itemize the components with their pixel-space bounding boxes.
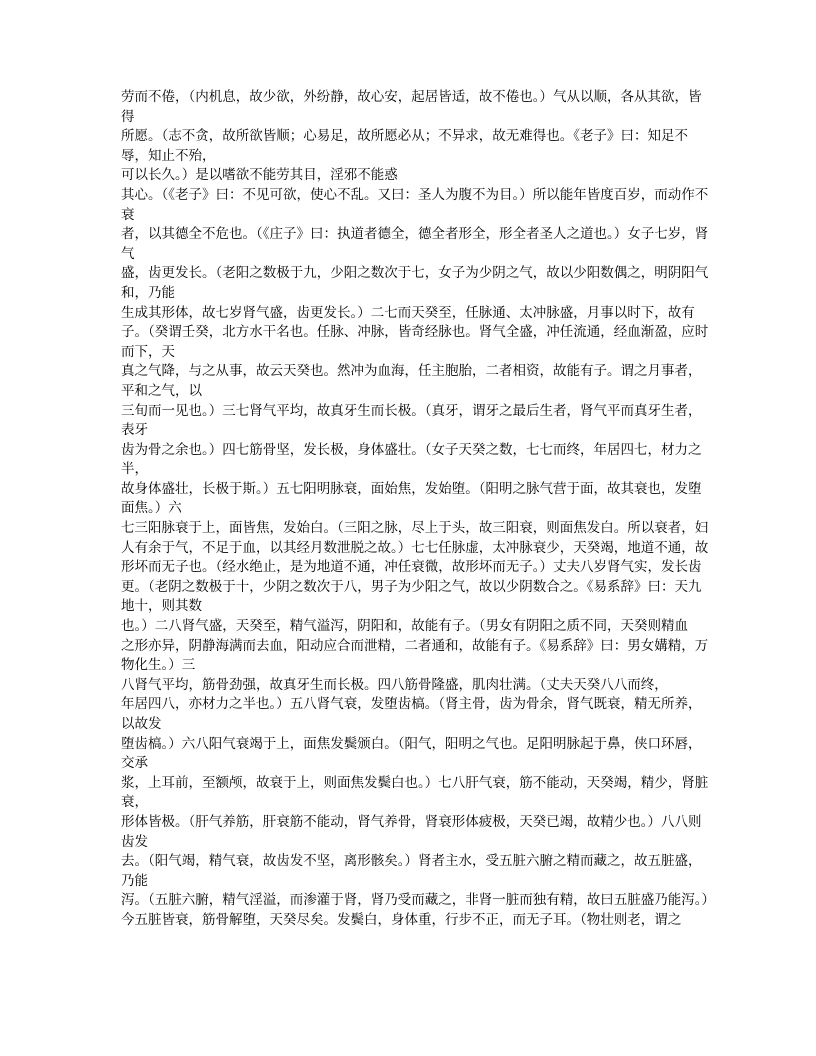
text-line: 八肾气平均，筋骨劲强，故真牙生而长极。四八筋骨隆盛，肌肉壮满。（丈夫天癸八八而终， bbox=[121, 676, 668, 693]
text-line: 盛，齿更发长。（老阳之数极于九，少阳之数次于七，女子为少阴之气，故以少阳数偶之，明阴阳气和，乃能 bbox=[121, 265, 709, 301]
text-line: 其心。（《老子》曰：不见可欲，使心不乱。又曰：圣人为腹不为目。）所以能年皆度百岁，而动作不衰 bbox=[121, 186, 709, 223]
text-line: 之形亦异，阴静海满而去血，阳动应合而泄精，二者通和，故能有子。《易系辞》曰：男女媾精，万物化生。）三 bbox=[121, 637, 709, 674]
text-line: 浆，上耳前，至额颅，故衰于上，则面焦发鬓白也。）七八肝气衰，筋不能动，天癸竭，精少，肾脏衰， bbox=[121, 774, 709, 811]
text-line: 也。）二八肾气盛，天癸至，精气溢泻，阴阳和，故能有子。（男女有阴阳之质不同，天癸则精血 bbox=[121, 618, 688, 635]
text-line: 三旬而一见也。）三七肾气平均，故真牙生而长极。（真牙，谓牙之最后生者，肾气平而真牙生者，表牙 bbox=[121, 402, 702, 439]
text-line: 形体皆极。（肝气养筋，肝衰筋不能动，肾气养骨，肾衰形体疲极，天癸已竭，故精少也。）八八则齿发 bbox=[121, 813, 702, 850]
body-text bbox=[121, 88, 715, 931]
text-line: 齿为骨之余也。）四七筋骨坚，发长极，身体盛壮。（女子天癸之数，七七而终，年居四七，材力之半， bbox=[121, 441, 702, 478]
text-line: 故身体盛壮，长极于斯。）五七阳明脉衰，面始焦，发始堕。（阳明之脉气营于面，故其衰也，发堕面焦。）六 bbox=[121, 480, 702, 517]
text-line: 生成其形体，故七岁肾气盛，齿更发长。）二七而天癸至，任脉通、太冲脉盛，月事以时下，故有子。（癸谓壬癸，北方水干名也。任脉、冲脉，皆奇经脉也。肾气全盛，冲任流通，经血渐盈，应时而下，天 bbox=[121, 304, 709, 360]
text-line: 七三阳脉衰于上，面皆焦，发始白。（三阳之脉，尽上于头，故三阳衰，则面焦发白。所以衰者，妇 bbox=[121, 520, 709, 537]
text-line: 堕齿槁。）六八阳气衰竭于上，面焦发鬓颁白。（阳气，阳明之气也。足阳明脉起于鼻，侠口环唇，交承 bbox=[121, 735, 702, 772]
text-line: 更。（老阴之数极于十，少阴之数次于八，男子为少阳之气，故以少阴数合之。《易系辞》曰：天九地十，则其数 bbox=[121, 578, 702, 615]
text-line: 真之气降，与之从事，故云天癸也。然冲为血海，任主胞胎，二者相资，故能有子。谓之月事者，平和之气，以 bbox=[121, 363, 702, 399]
text-line: 所愿。（志不贪，故所欲皆顺；心易足，故所愿必从；不异求，故无难得也。《老子》曰：知足不辱，知止不殆， bbox=[121, 128, 688, 164]
text-line: 年居四八，亦材力之半也。）五八肾气衰，发堕齿槁。（肾主骨，齿为骨余，肾气既衰，精无所养，以故发 bbox=[121, 696, 702, 732]
text-line: 泻。（五脏六腑，精气淫溢，而渗灌于肾，肾乃受而藏之，非肾一脏而独有精，故曰五脏盛乃能泻。） bbox=[121, 892, 715, 909]
text-line: 可以长久。）是以嗜欲不能劳其目，淫邪不能惑 bbox=[121, 167, 398, 184]
text-line: 去。（阳气竭，精气衰，故齿发不坚，离形骸矣。）肾者主水，受五脏六腑之精而藏之，故五脏盛，乃能 bbox=[121, 853, 702, 889]
text-line: 今五脏皆衰，筋骨解堕，天癸尽矣。发鬓白，身体重，行步不正，而无子耳。（物壮则老，谓之 bbox=[121, 911, 682, 928]
text-line: 者，以其德全不危也。（《庄子》曰：执道者德全，德全者形全，形全者圣人之道也。）女子七岁，肾气 bbox=[121, 226, 709, 262]
text-line: 人有余于气，不足于血，以其经月数泄脱之故。）七七任脉虚，太冲脉衰少，天癸竭，地道不通，故形坏而无子也。（经水绝止，是为地道不通，冲任衰微，故形坏而无子。）丈夫八岁肾气实，发长齿 bbox=[121, 539, 709, 576]
text-line: 劳而不倦，（内机息，故少欲，外纷静，故心安，起居皆适，故不倦也。）气从以顺，各从其欲，皆得 bbox=[121, 89, 702, 125]
